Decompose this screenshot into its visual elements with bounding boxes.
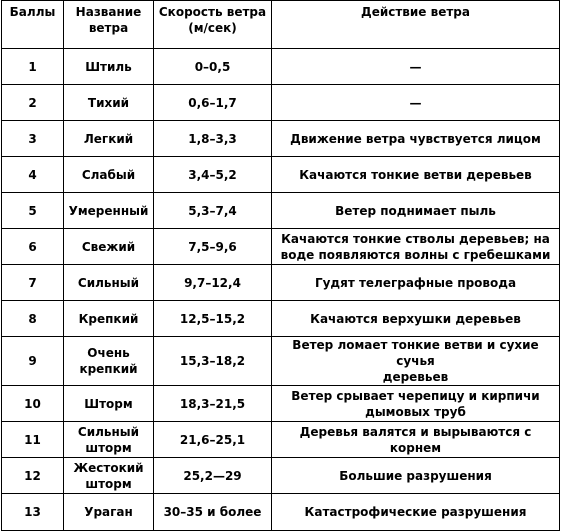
cell-speed: 12,5–15,2 bbox=[154, 301, 272, 337]
cell-speed: 1,8–3,3 bbox=[154, 121, 272, 157]
cell-effect: Большие разрушения bbox=[272, 458, 560, 494]
cell-effect-line1: Ветер ломает тонкие ветви и сухие сучья bbox=[292, 338, 539, 368]
cell-effect: Деревья валятся и вырываются с корнем bbox=[272, 422, 560, 458]
cell-score: 1 bbox=[2, 49, 64, 85]
cell-name: Легкий bbox=[64, 121, 154, 157]
cell-effect: Катастрофические разрушения bbox=[272, 494, 560, 531]
header-name-line2: ветра bbox=[88, 21, 129, 35]
cell-speed: 0,6–1,7 bbox=[154, 85, 272, 121]
cell-speed: 3,4–5,2 bbox=[154, 157, 272, 193]
cell-score: 11 bbox=[2, 422, 64, 458]
header-speed bbox=[154, 1, 272, 49]
cell-speed: 21,6–25,1 bbox=[154, 422, 272, 458]
cell-effect: Ветер поднимает пыль bbox=[272, 193, 560, 229]
cell-speed: 25,2—29 bbox=[154, 458, 272, 494]
cell-name: Шторм bbox=[64, 386, 154, 422]
header-score: Баллы bbox=[2, 1, 64, 49]
header-name-line1: Название bbox=[75, 5, 142, 19]
cell-score: 10 bbox=[2, 386, 64, 422]
cell-score: 12 bbox=[2, 458, 64, 494]
cell-speed: 9,7–12,4 bbox=[154, 265, 272, 301]
table-row bbox=[2, 458, 560, 494]
cell-effect: — bbox=[272, 49, 560, 85]
table-row bbox=[2, 265, 560, 301]
table-row bbox=[2, 193, 560, 229]
cell-effect-line1: Качаются тонкие стволы деревьев; на bbox=[281, 231, 550, 246]
cell-name-line2: шторм bbox=[85, 440, 132, 455]
cell-effect-line2: деревьев bbox=[382, 370, 449, 384]
cell-name bbox=[64, 458, 154, 494]
table-row bbox=[2, 157, 560, 193]
cell-name: Ураган bbox=[64, 494, 154, 531]
cell-score: 8 bbox=[2, 301, 64, 337]
table-row bbox=[2, 386, 560, 422]
table-row bbox=[2, 301, 560, 337]
cell-name-line2: крепкий bbox=[79, 362, 138, 376]
cell-name-line1: Сильный bbox=[77, 424, 140, 439]
cell-speed: 0–0,5 bbox=[154, 49, 272, 85]
cell-score: 5 bbox=[2, 193, 64, 229]
header-speed-line1: Скорость ветра bbox=[158, 5, 267, 19]
header-effect: Действие ветра bbox=[272, 1, 560, 49]
table-row bbox=[2, 229, 560, 265]
cell-name: Крепкий bbox=[64, 301, 154, 337]
table-row bbox=[2, 422, 560, 458]
cell-score: 9 bbox=[2, 337, 64, 386]
cell-name: Штиль bbox=[64, 49, 154, 85]
header-speed-line2: (м/сек) bbox=[188, 21, 237, 35]
cell-score: 7 bbox=[2, 265, 64, 301]
cell-speed: 15,3–18,2 bbox=[154, 337, 272, 386]
cell-effect bbox=[272, 229, 560, 265]
cell-score: 3 bbox=[2, 121, 64, 157]
table-row bbox=[2, 494, 560, 531]
cell-speed: 30–35 и более bbox=[154, 494, 272, 531]
cell-name: Слабый bbox=[64, 157, 154, 193]
cell-name-line2: шторм bbox=[85, 476, 132, 491]
table-row bbox=[2, 121, 560, 157]
cell-effect: Качаются верхушки деревьев bbox=[272, 301, 560, 337]
cell-name-line1: Очень bbox=[87, 346, 130, 360]
cell-effect-line2: дымовых труб bbox=[365, 404, 466, 419]
cell-name bbox=[64, 422, 154, 458]
cell-effect: — bbox=[272, 85, 560, 121]
cell-speed: 7,5–9,6 bbox=[154, 229, 272, 265]
cell-score: 2 bbox=[2, 85, 64, 121]
table-row bbox=[2, 49, 560, 85]
cell-speed: 18,3–21,5 bbox=[154, 386, 272, 422]
cell-score: 6 bbox=[2, 229, 64, 265]
cell-effect: Гудят телеграфные провода bbox=[272, 265, 560, 301]
table-row bbox=[2, 85, 560, 121]
cell-effect bbox=[272, 337, 560, 386]
cell-effect: Качаются тонкие ветви деревьев bbox=[272, 157, 560, 193]
table-row bbox=[2, 337, 560, 386]
cell-name bbox=[64, 337, 154, 386]
beaufort-wind-scale-table bbox=[1, 0, 560, 531]
cell-effect bbox=[272, 386, 560, 422]
cell-name: Сильный bbox=[64, 265, 154, 301]
cell-name: Свежий bbox=[64, 229, 154, 265]
cell-score: 13 bbox=[2, 494, 64, 531]
cell-speed: 5,3–7,4 bbox=[154, 193, 272, 229]
header-name bbox=[64, 1, 154, 49]
cell-name: Тихий bbox=[64, 85, 154, 121]
cell-effect-line1: Ветер срывает черепицу и кирпичи bbox=[291, 388, 540, 403]
cell-score: 4 bbox=[2, 157, 64, 193]
cell-effect-line2: воде появляются волны с гребешками bbox=[280, 247, 551, 262]
cell-effect: Движение ветра чувствуется лицом bbox=[272, 121, 560, 157]
table-header-row bbox=[2, 1, 560, 49]
cell-name-line1: Жестокий bbox=[73, 460, 144, 475]
cell-name: Умеренный bbox=[64, 193, 154, 229]
